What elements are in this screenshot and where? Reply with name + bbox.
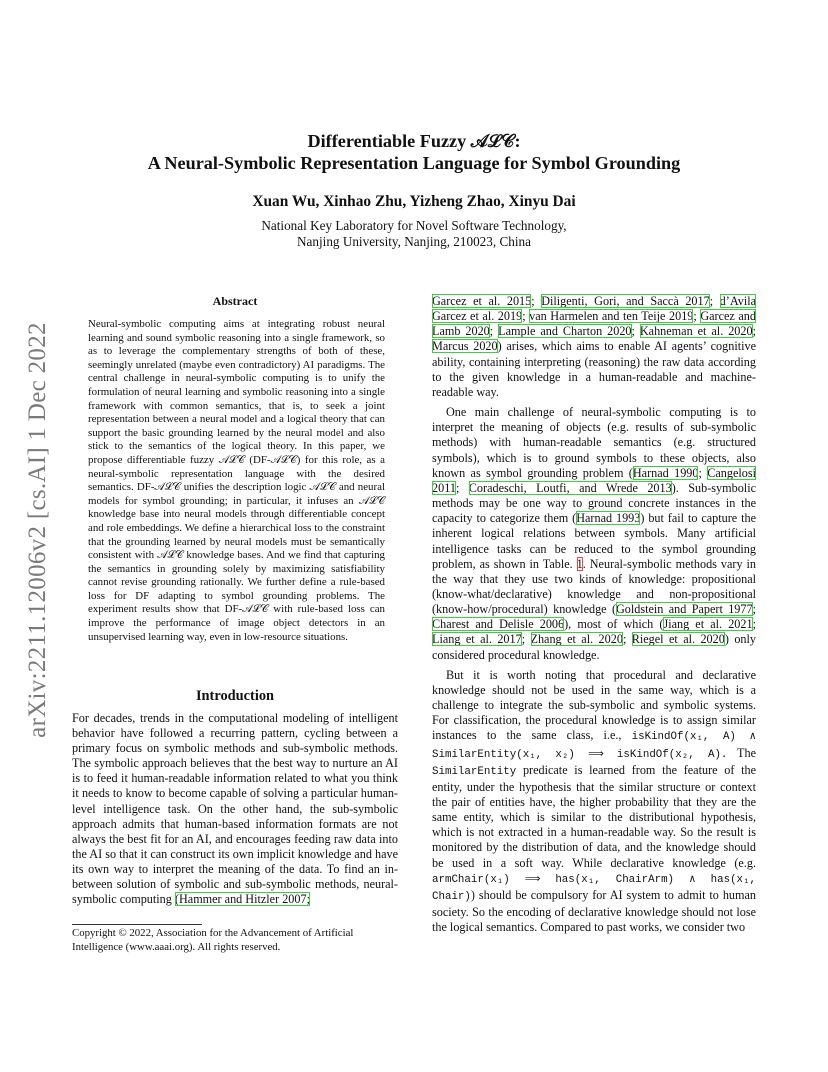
affiliation — [0, 218, 828, 250]
citation-link[interactable]: Riegel et al. 2020 — [631, 632, 725, 647]
paragraph-symbol-grounding: One main challenge of neural-symbolic computing is to interpret the meaning of objects (e.g. results of sub-symbolic methods) with human-readable semantics (e.g. structured symbols), which is to ground symbols to these objects, also known as symbol grounding problem (Harnad 1990; Cangelosi 2011; Coradeschi, Loutfi, and Wrede 2013). Sub-symbolic methods may be one way to ground concrete instances in the capacity to categorize them (Harnad 1993) but fail to capture the inherent logical relations between symbols. Many artificial intelligence tasks can be reduced to the symbol grounding problem, as shown in Table. 1. Neural-symbolic methods vary in the way that they use two kinds of knowledge: propositional (know-what/declarative) knowledge and non-propositional (know-how/procedural) knowledge (Goldstein and Papert 1977; Charest and Delisle 2006), most of which (Jiang et al. 2021; Liang et al. 2017; Zhang et al. 2020; Riegel et al. 2020) only considered procedural knowledge. — [432, 405, 756, 662]
paragraph-text: ) only considered procedural knowledge. — [432, 632, 756, 662]
citation-link[interactable]: Goldstein and Papert 1977 — [616, 602, 753, 617]
citation-link[interactable]: Coradeschi, Loutfi, and Wrede 2013 — [468, 480, 672, 495]
citation-link[interactable]: Garcez et al. 2015 — [432, 294, 532, 308]
paragraph-continued: Garcez et al. 2015; Diligenti, Gori, and Saccà 2017; d’Avila Garcez et al. 2019; van Harmelen and ten Teije 2019; Garcez and Lamb 2020; Lample and Charton 2020; Kahneman et al. 2020; Marcus 2020) arises, which aims to enable AI agents’ cognitive ability, containing interpreting (reasoning) the raw data according to the given knowledge in a human-readable and machine-readable way. — [432, 294, 756, 399]
citation-link[interactable]: (Hammer and Hitzler 2007; — [174, 892, 310, 907]
paragraph-text: The — [727, 745, 756, 760]
paper-title — [0, 130, 828, 174]
citation-link[interactable]: Marcus 2020 — [432, 339, 498, 354]
abstract-text: Neural-symbolic computing aims at integrating robust neural learning and sound symbolic reasoning into a single framework, so as to leverage the complementary strengths of both of these, seemingly unrelated (maybe even contradictory) AI paradigms. The central challenge in neural-symbolic computing is to unify the formulation of neural learning and symbolic reasoning into a single framework with common semantics, that is, to seek a joint representation between a neural model and a logical theory that can support the basic grounding learned by the neural model and also stick to the semantics of the logical theory. In this paper, we propose differentiable fuzzy 𝒜ℒ𝒞 (DF-𝒜ℒ𝒞) for this role, as a neural-symbolic representation language with the desired semantics. DF-𝒜ℒ𝒞 unifies the description logic 𝒜ℒ𝒞 and neural models for symbol grounding; in particular, it infuses an 𝒜ℒ𝒞 knowledge base into neural models through differentiable concept and role embeddings. We define a hierarchical loss to the constraint that the grounding learned by neural models must be semantically consistent with 𝒜ℒ𝒞 knowledge bases. And we find that capturing the semantics in grounding solely by maximizing satisfiability cannot revise grounding rationally. We further define a rule-based loss for DF adapting to symbol grounding problems. The experiment results show that DF-𝒜ℒ𝒞 with rule-based loss can improve the performance of image object detectors in an unsupervised learning way, even in low-resource situations. — [88, 318, 385, 643]
citation-link[interactable]: Liang et al. 2017 — [432, 632, 522, 647]
citation-link[interactable]: Harnad 1993 — [576, 511, 641, 526]
paragraph-text: One main challenge of neural-symbolic computing is to interpret the meaning of objects (e.g. results of sub-symbolic methods) with human-readable semantics (e.g. structured symbols), which is to ground symbols to these objects, also known as symbol grounding problem ( — [432, 405, 756, 480]
paragraph-text: ) arises, which aims to enable AI agents’ cognitive ability, containing interpreting (reasoning) the raw data according to the given knowledge in a human-readable and machine-readable way. — [432, 339, 756, 399]
paragraph-text: ) but fail to capture the inherent logical relations between symbols. Many artificial intelligence tasks can be reduced to the symbol grounding problem, as shown in Table. — [432, 511, 756, 571]
citation-link[interactable]: Garcez and Lamb 2020 — [432, 309, 756, 339]
paragraph-text: ) should be compulsory for AI system to admit to human society. So the encoding of declarative knowledge should not lose the logical semantics. Compared to past works, we consider two — [432, 887, 756, 935]
authors: Xuan Wu, Xinhao Zhu, Yizheng Zhao, Xinyu Dai — [252, 193, 576, 210]
citation-link[interactable]: Jiang et al. 2021 — [663, 617, 753, 632]
introduction-paragraph — [72, 711, 398, 907]
citation-link[interactable]: Charest and Delisle 2006 — [432, 617, 565, 632]
citation-link[interactable]: Harnad 1990 — [632, 465, 699, 480]
formula-isKindOf: isKindOf(x₁, A) ∧ SimilarEntity(x₁, x₂) ⟹ isKindOf(x₂, A). — [432, 731, 756, 761]
citation-link[interactable]: Lample and Charton 2020 — [498, 324, 632, 339]
arxiv-id: arXiv:2211.12006v2 [cs.AI] 1 Dec 2022 — [24, 322, 51, 738]
citation-link[interactable]: Zhang et al. 2020 — [530, 632, 623, 647]
right-column — [432, 294, 756, 940]
arxiv-sidebar — [20, 300, 56, 760]
paragraph-text: ). Sub-symbolic methods may be one way to ground concrete instances in the capacity to categorize them ( — [432, 480, 756, 526]
paragraph-knowledge — [432, 668, 756, 936]
citation-link[interactable]: d’Avila Garcez et al. 2019 — [432, 294, 756, 324]
title-line-1: Differentiable Fuzzy 𝒜ℒ𝒞: — [307, 131, 521, 151]
paragraph-text: ), most of which ( — [564, 617, 664, 632]
code-predicate: SimilarEntity — [432, 765, 517, 778]
citation-link[interactable]: Diligenti, Gori, and Saccà 2017 — [541, 294, 710, 308]
footnote-rule — [72, 924, 202, 925]
abstract-heading: Abstract — [212, 294, 258, 308]
affiliation-line-2: Nanjing University, Nanjing, 210023, China — [297, 234, 531, 249]
intro-text: For decades, trends in the computational modeling of intelligent behavior have followed a recurring pattern, cycling between a primary focus on symbolic methods and sub-symbolic methods. The symbolic approach believes that the best way to nurture an AI is to feed it human-readable information related to what you think it needs to know to become capable of solving a particular human-level intelligence task. On the other hand, the sub-symbolic approach admits that human-based information formats are not always the best fit for an AI, and encourages feeding raw data into the AI so that it can construct its own implicit knowledge and have its own way to interpret the meaning of the data. To find an in-between solution of symbolic and sub-symbolic methods, neural-symbolic computing — [72, 711, 398, 907]
citation-link[interactable]: Cangelosi 2011 — [432, 465, 756, 495]
copyright-notice: Copyright © 2022, Association for the Advancement of Artificial Intelligence (www.aaai.org). All rights reserved. — [72, 927, 354, 953]
introduction-heading: Introduction — [195, 688, 275, 704]
paragraph-text: predicate is learned from the feature of the entity, under the hypothesis that the similar structure or context the pair of entities have, the higher probability that they are the same entity, which is similar to the distributional hypothesis, which is not extracted in a human-readable way. So the result is monitored by the distribution of data, and the knowledge should be used in a soft way. While declarative knowledge (e.g. — [432, 762, 756, 870]
paragraph-text: But it is worth noting that procedural and declarative knowledge should not be used in the same way, which is a challenge to integrate the sub-symbolic and symbolic systems. For classification, the procedural knowledge is to assign similar instances to the same class, i.e., — [432, 667, 756, 743]
table-reference-link[interactable]: 1 — [576, 556, 583, 571]
paragraph-text: . Neural-symbolic methods vary in the way that they use two kinds of knowledge: propositional (know-what/declarative) knowledge and non-propositional (know-how/procedural) knowledge ( — [432, 556, 756, 617]
citation-link[interactable]: Kahneman et al. 2020 — [639, 324, 753, 339]
affiliation-line-1: National Key Laboratory for Novel Software Technology, — [261, 218, 567, 233]
title-line-2: A Neural-Symbolic Representation Language for Symbol Grounding — [147, 153, 681, 173]
formula-armChair: armChair(x₁) ⟹ has(x₁, ChairArm) ∧ has(x₁, Chair) — [432, 873, 756, 903]
citation-link[interactable]: van Harmelen and ten Teije 2019 — [529, 309, 694, 324]
